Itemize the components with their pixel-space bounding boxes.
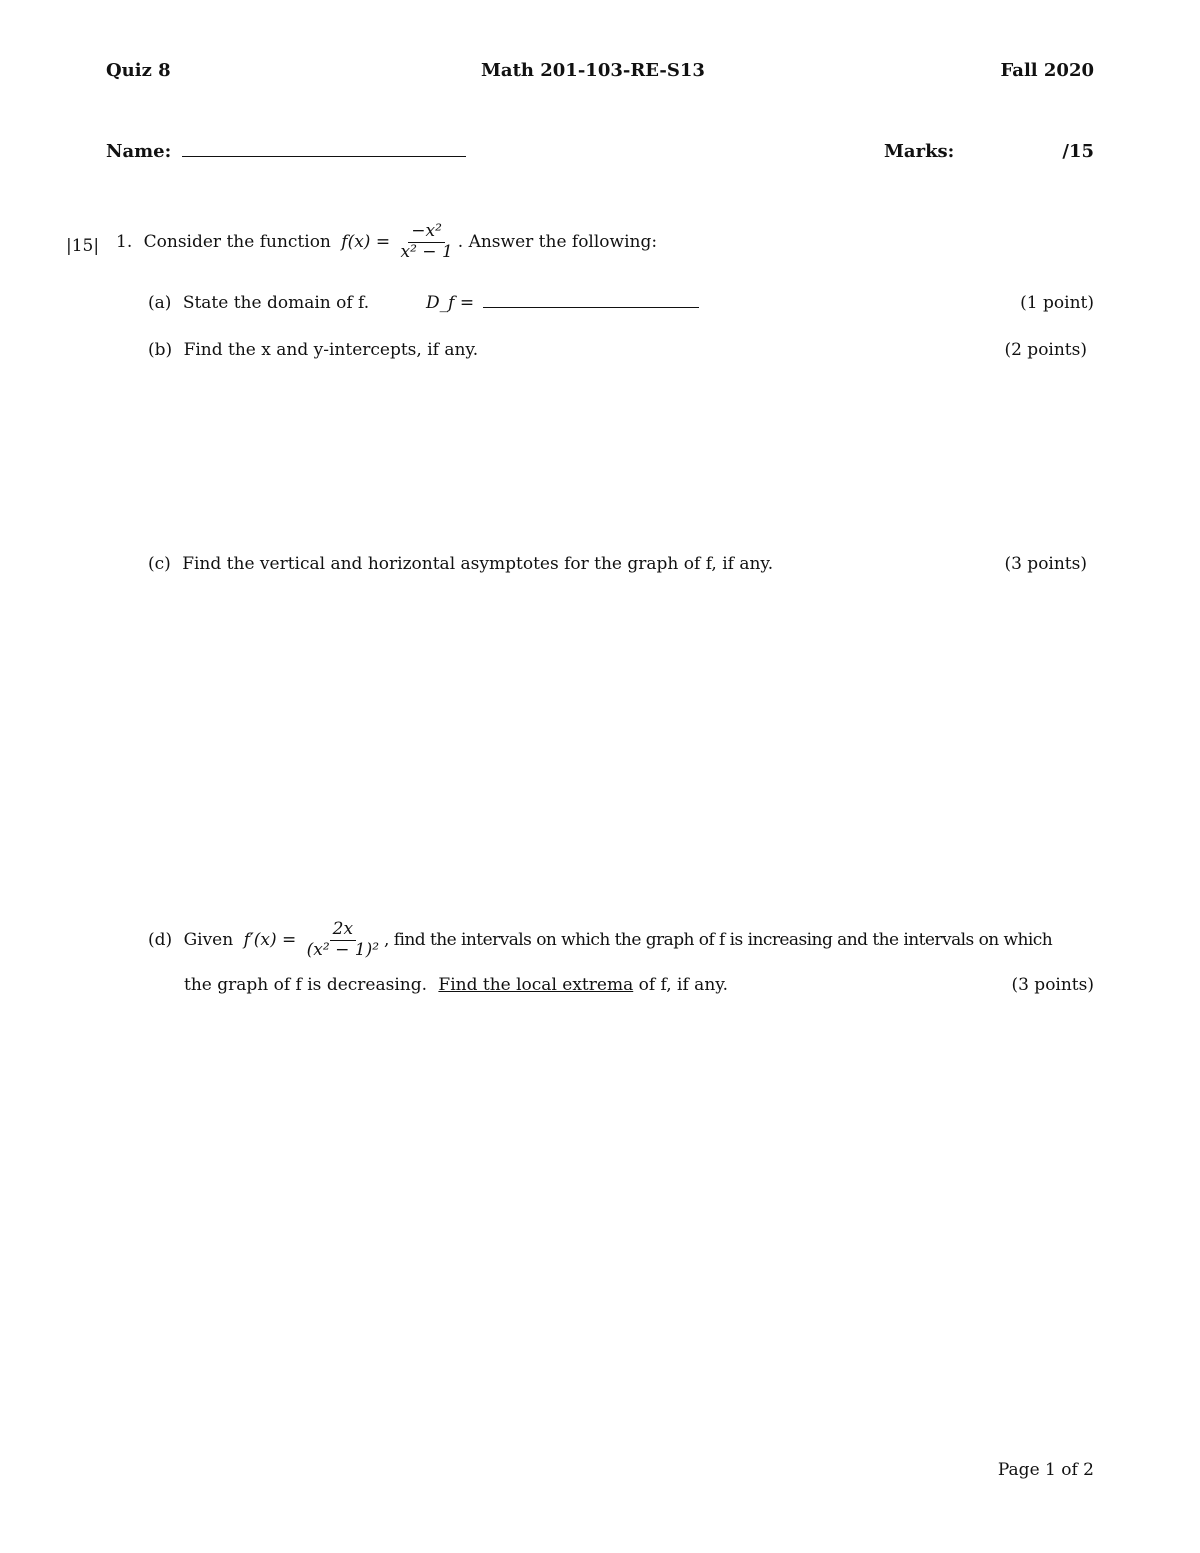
part-c-label: (c): [148, 554, 171, 574]
term: Fall 2020: [1000, 60, 1094, 81]
function-numerator: −x²: [408, 223, 445, 243]
part-a: [148, 293, 369, 313]
name-blank-line[interactable]: [182, 156, 466, 157]
part-d-local-extrema-instruction: Find the local extrema: [438, 975, 634, 995]
part-d-points: (3 points): [1011, 975, 1094, 995]
part-a-text: State the domain of f.: [182, 293, 370, 313]
marks-total: /15: [1062, 141, 1094, 162]
function-denominator: x² − 1: [400, 241, 453, 262]
part-b-label: (b): [148, 340, 173, 360]
page-number: Page 1 of 2: [997, 1460, 1094, 1480]
part-c-points: (3 points): [1004, 554, 1087, 574]
part-c-text: Find the vertical and horizontal asymptotes for the graph of f, if any.: [182, 554, 774, 574]
name-label: Name:: [106, 141, 172, 162]
part-d-line2: [184, 975, 728, 995]
part-c-answer-space[interactable]: [148, 586, 1094, 906]
question-number: 1.: [116, 231, 133, 252]
part-b-points: (2 points): [1004, 340, 1087, 360]
derivative-lhs: f′(x) =: [243, 929, 297, 950]
part-b: [148, 340, 478, 360]
domain-answer-blank[interactable]: [483, 307, 699, 308]
part-d-answer-space[interactable]: [148, 1008, 1094, 1438]
part-b-answer-space[interactable]: [148, 372, 1094, 542]
part-d-given: Given: [183, 929, 234, 950]
domain-answer-label: D_f =: [426, 293, 475, 313]
part-a-label: (a): [148, 293, 172, 313]
derivative-numerator: 2x: [330, 921, 356, 941]
part-d-line1: [148, 921, 1052, 960]
derivative-denominator: (x² − 1)²: [306, 939, 380, 960]
part-c: [148, 554, 773, 574]
question-weight: |15|: [66, 236, 100, 256]
marks-label: Marks:: [884, 141, 955, 162]
quiz-title: Quiz 8: [106, 60, 171, 81]
part-d-text-line1: , find the intervals on which the graph of f is increasing and the intervals on which: [384, 929, 1053, 950]
part-d-label: (d): [148, 929, 173, 950]
part-a-points: (1 point): [1020, 293, 1094, 313]
name-field: [106, 141, 466, 162]
course-code: Math 201-103-RE-S13: [481, 60, 705, 81]
derivative-fraction: [304, 921, 382, 960]
question-intro-tail: . Answer the following:: [457, 231, 658, 252]
function-fraction: [397, 223, 455, 262]
function-lhs: f(x) =: [341, 231, 391, 252]
part-d-text-line2-b: of f, if any.: [638, 975, 729, 995]
part-b-text: Find the x and y-intercepts, if any.: [183, 340, 479, 360]
part-d-text-line2-a: the graph of f is decreasing.: [184, 975, 427, 995]
domain-answer: [426, 293, 699, 313]
question-intro: [116, 223, 657, 262]
question-intro-text: Consider the function: [143, 231, 331, 252]
